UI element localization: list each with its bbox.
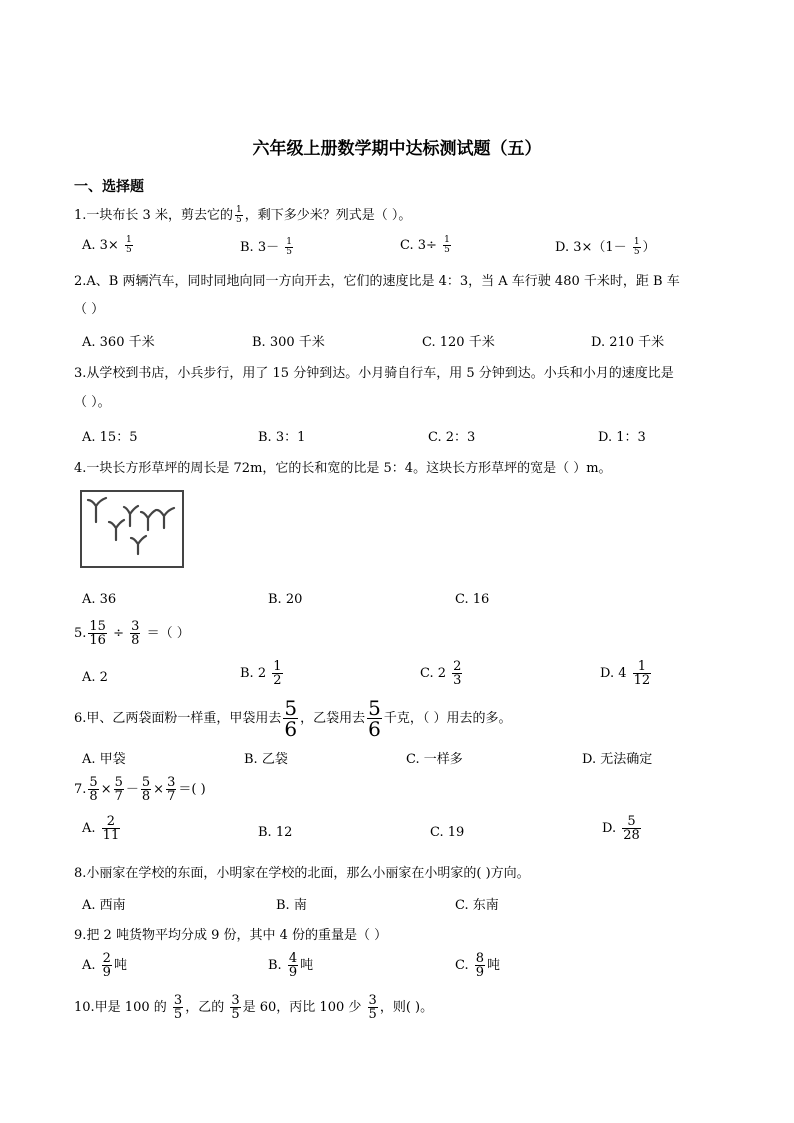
question-2-blank: （ ） [74, 302, 105, 317]
q8-option-a[interactable]: A. 西南 [82, 898, 126, 913]
grass-icon [82, 492, 182, 566]
q5-option-b[interactable]: B. 2 $\frac{1}{2}$ [240, 659, 282, 688]
q9-option-b[interactable]: B. $\frac{4}{9}$ 吨 [268, 951, 314, 980]
q3-option-b[interactable]: B. 3：1 [258, 430, 306, 445]
q1-option-b[interactable]: B. 3－ $\frac{1}{5}$ [240, 237, 292, 257]
fraction: $\frac{1}{5}$ [235, 205, 242, 225]
q1-option-c[interactable]: C. 3÷ $\frac{1}{5}$ [400, 235, 450, 255]
q4-option-a[interactable]: A. 36 [82, 592, 117, 607]
q9-option-a[interactable]: A. $\frac{2}{9}$ 吨 [82, 951, 127, 980]
q5-option-a[interactable]: A. 2 [82, 670, 108, 685]
q2-option-a[interactable]: A. 360 千米 [82, 335, 155, 350]
q5-option-d[interactable]: D. 4 $\frac{1}{12}$ [600, 659, 651, 688]
q2-option-b[interactable]: B. 300 千米 [252, 335, 325, 350]
question-2: 2.A、B 两辆汽车，同时同地向同一方向开去，它们的速度比是 4：3，当 A 车行驶 480 千米时，距 B 车 [74, 274, 680, 289]
q7-option-c[interactable]: C. 19 [430, 825, 465, 840]
q7-option-b[interactable]: B. 12 [258, 825, 293, 840]
page-title: 六年级上册数学期中达标测试题（五） [252, 139, 542, 159]
q2-option-c[interactable]: C. 120 千米 [422, 335, 495, 350]
q3-option-d[interactable]: D. 1：3 [598, 430, 646, 445]
question-10: 10.甲是 100 的 $\frac{3}{5}$ ，乙的 $\frac{3}{5}$ 是 60，丙比 100 少 $\frac{3}{5}$ ，则( )。 [74, 993, 434, 1022]
q2-option-d[interactable]: D. 210 千米 [591, 335, 665, 350]
q8-option-b[interactable]: B. 南 [276, 898, 307, 913]
q5-option-c[interactable]: C. 2 $\frac{2}{3}$ [420, 659, 462, 688]
question-3: 3.从学校到书店，小兵步行，用了 15 分钟到达。小月骑自行车，用 5 分钟到达。小兵和小月的速度比是 [74, 366, 674, 381]
q9-option-c[interactable]: C. $\frac{8}{9}$ 吨 [455, 951, 501, 980]
question-9: 9.把 2 吨货物平均分成 9 份，其中 4 份的重量是（ ） [74, 928, 388, 943]
question-1: 1.一块布长 3 米，剪去它的 $\frac{1}{5}$ ，剩下多少米？列式是（ ）。 [74, 205, 412, 225]
q1-option-a[interactable]: A. 3× $\frac{1}{5}$ [82, 235, 132, 255]
q6-option-c[interactable]: C. 一样多 [406, 752, 463, 767]
q6-option-b[interactable]: B. 乙袋 [244, 752, 288, 767]
section-heading: 一、选择题 [74, 179, 144, 195]
q8-option-c[interactable]: C. 东南 [455, 898, 499, 913]
question-8: 8.小丽家在学校的东面，小明家在学校的北面，那么小丽家在小明家的( )方向。 [74, 866, 530, 881]
question-7: 7. $\frac{5}{8}$ × $\frac{5}{7}$ － $\frac{5}{8}$ × $\frac{3}{7}$ ＝( ) [74, 775, 206, 804]
q7-option-a[interactable]: A. $\frac{2}{11}$ [82, 814, 120, 843]
q7-option-d[interactable]: D. $\frac{5}{28}$ [602, 814, 640, 843]
q4-option-b[interactable]: B. 20 [268, 592, 303, 607]
q3-option-c[interactable]: C. 2：3 [428, 430, 476, 445]
question-5: 5. $\frac{15}{16}$ ÷ $\frac{3}{8}$ ＝（ ） [74, 619, 190, 648]
question-3-blank: （ ）。 [74, 395, 111, 410]
lawn-illustration [80, 490, 184, 568]
question-6: 6.甲、乙两袋面粉一样重，甲袋用去 $\frac{5}{6}$ ，乙袋用去 $\frac{5}{6}$ 千克，（ ）用去的多。 [74, 696, 512, 741]
q6-option-d[interactable]: D. 无法确定 [582, 752, 653, 767]
q4-option-c[interactable]: C. 16 [455, 592, 490, 607]
q1-option-d[interactable]: D. 3×（1－ $\frac{1}{5}$ ） [555, 237, 656, 257]
q3-option-a[interactable]: A. 15：5 [82, 430, 138, 445]
q6-option-a[interactable]: A. 甲袋 [82, 752, 126, 767]
question-4: 4.一块长方形草坪的周长是 72m，它的长和宽的比是 5：4。这块长方形草坪的宽是（ ）m。 [74, 461, 612, 476]
